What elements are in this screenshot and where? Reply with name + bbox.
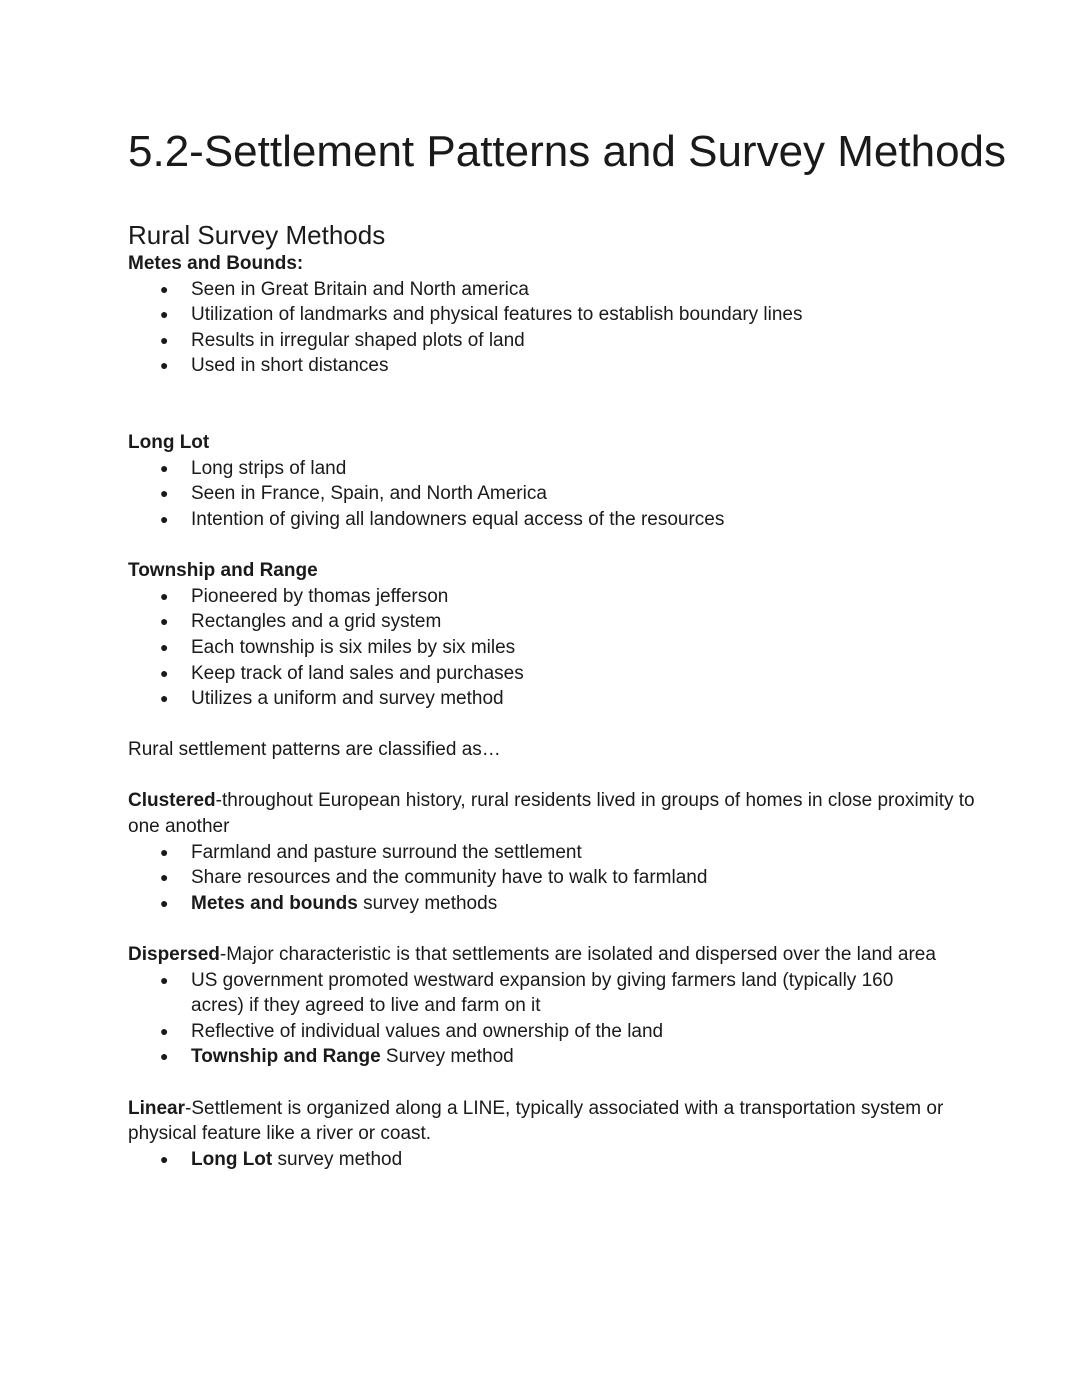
- metes-heading: Metes and Bounds:: [128, 253, 304, 274]
- linear-term: Linear: [128, 1097, 186, 1119]
- bullet-icon: ●: [160, 664, 169, 681]
- intro-text: Rural settlement patterns are classified as…: [128, 739, 501, 761]
- dispersed-term: Dispersed: [128, 944, 220, 966]
- bullet-icon: ●: [160, 1048, 169, 1065]
- bullet-icon: ●: [160, 1022, 169, 1039]
- clustered-list: [128, 840, 1008, 917]
- bullet-icon: ●: [160, 357, 169, 374]
- list-item: ● Utilization of landmarks and physical features to establish boundary lines: [128, 302, 1008, 328]
- bullet-icon: ●: [160, 459, 169, 476]
- dispersed-list: [128, 968, 1008, 1070]
- list-item: ● Used in short distances: [128, 353, 1008, 379]
- list-item: ● Results in irregular shaped plots of land: [128, 328, 1008, 354]
- bullet-icon: ●: [160, 690, 169, 707]
- bullet-icon: ●: [160, 894, 169, 911]
- township-heading: Township and Range: [128, 560, 318, 582]
- list-item: ● Seen in France, Spain, and North America: [128, 481, 1008, 507]
- bullet-icon: ●: [160, 869, 169, 886]
- bullet-icon: ●: [160, 613, 169, 630]
- linear-desc: -Settlement is organized along a LINE, typically associated with a transportation system or physical feature like a river or coast.: [128, 1097, 944, 1145]
- bullet-icon: ●: [160, 280, 169, 297]
- clustered-desc: -throughout European history, rural residents lived in groups of homes in close proximity to one another: [128, 790, 975, 838]
- bullet-icon: ●: [160, 510, 169, 527]
- list-item: ● Township and Range Survey method: [128, 1044, 1008, 1070]
- bullet-icon: ●: [160, 638, 169, 655]
- bullet-icon: ●: [160, 1150, 169, 1167]
- page-title: 5.2-Settlement Patterns and Survey Methods: [128, 127, 1007, 176]
- list-item: ● Metes and bounds survey methods: [128, 891, 1008, 917]
- bullet-icon: ●: [160, 306, 169, 323]
- bullet-icon: ●: [160, 587, 169, 604]
- dispersed-paragraph: [128, 942, 1008, 968]
- longlot-list: [128, 456, 1008, 533]
- longlot-heading: Long Lot: [128, 432, 210, 454]
- list-item: ● Each township is six miles by six miles: [128, 635, 1008, 661]
- linear-list: [128, 1147, 1008, 1173]
- list-item: ● Pioneered by thomas jefferson: [128, 584, 1008, 610]
- metes-list: [128, 277, 1008, 379]
- dispersed-desc: -Major characteristic is that settlements are isolated and dispersed over the land area: [219, 944, 936, 966]
- list-item: ● Intention of giving all landowners equal access of the resources: [128, 507, 1008, 533]
- list-item: ● Long Lot survey method: [128, 1147, 1008, 1173]
- list-item: ● Utilizes a uniform and survey method: [128, 686, 1008, 712]
- list-item: ● Reflective of individual values and ownership of the land: [128, 1019, 1008, 1045]
- list-item: ● US government promoted westward expansion by giving farmers land (typically 160 acres) if they agreed to live and farm on it: [160, 969, 894, 1017]
- township-list: [128, 584, 1008, 712]
- bullet-icon: ●: [160, 971, 169, 988]
- bullet-icon: ●: [160, 843, 169, 860]
- linear-paragraph: [128, 1096, 1008, 1147]
- list-item: ● Share resources and the community have to walk to farmland: [128, 865, 1008, 891]
- section-heading: Rural Survey Methods: [128, 220, 386, 250]
- clustered-term: Clustered: [128, 790, 216, 812]
- list-item: ● Keep track of land sales and purchases: [128, 661, 1008, 687]
- list-item: ● Rectangles and a grid system: [128, 609, 1008, 635]
- list-item: ● Seen in Great Britain and North america: [128, 277, 1008, 303]
- clustered-paragraph: [128, 788, 1008, 839]
- bullet-icon: ●: [160, 485, 169, 502]
- document-page: [128, 122, 1008, 1172]
- list-item: ● Long strips of land: [128, 456, 1008, 482]
- list-item: ● Farmland and pasture surround the settlement: [128, 840, 1008, 866]
- bullet-icon: ●: [160, 331, 169, 348]
